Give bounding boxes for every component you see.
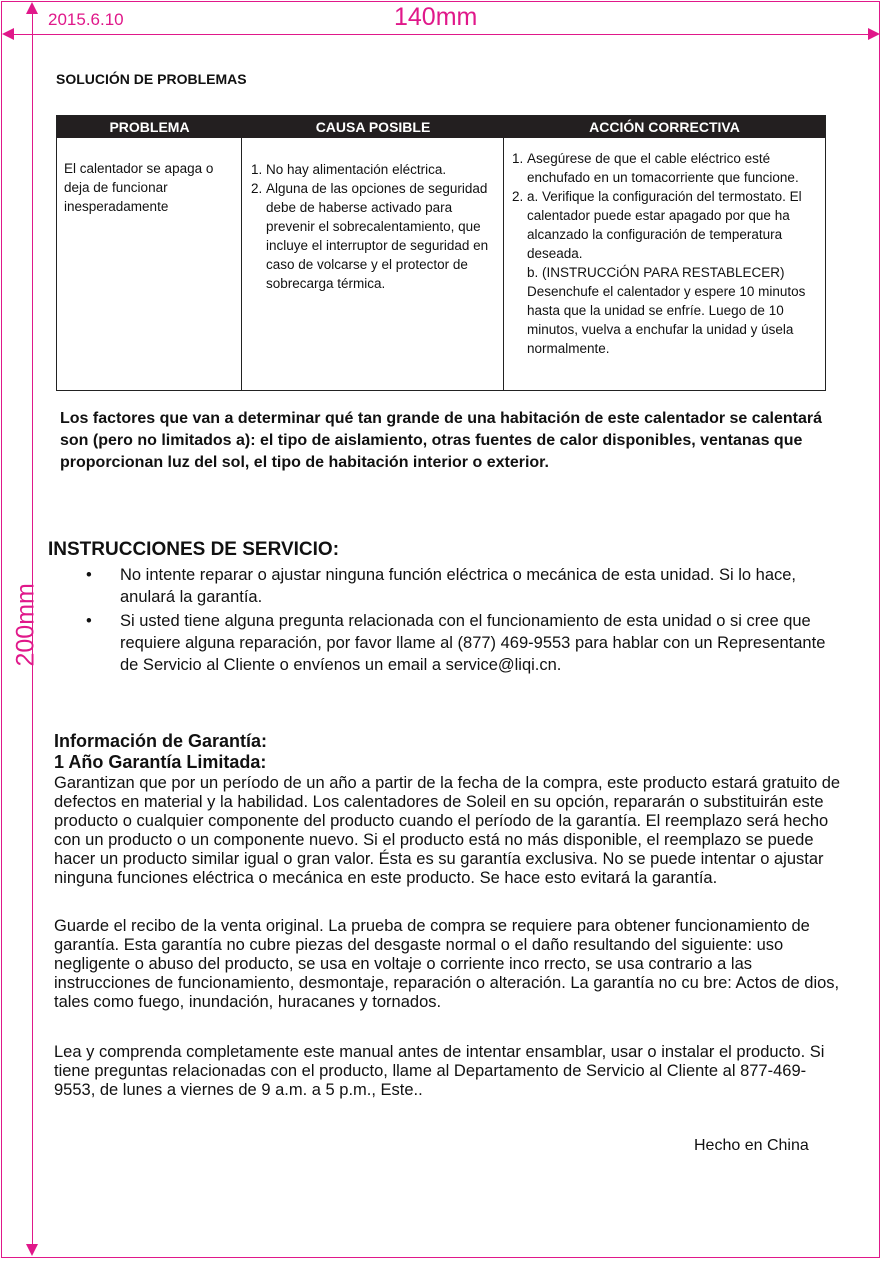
arrow-right-icon — [868, 28, 880, 40]
warranty-subtitle: 1 Año Garantía Limitada: — [54, 752, 267, 772]
width-label: 140mm — [394, 3, 478, 31]
service-list — [86, 564, 846, 678]
cause-item: 2. Alguna de las opciones de seguridad debe de haberse activado para prevenir el sobrecalentamiento, que incluye el interruptor de seguridad en caso de volcarse y el protector de sobrecarga térmica. — [266, 179, 497, 293]
print-date: 2015.6.10 — [48, 10, 124, 29]
arrow-left-icon — [2, 28, 14, 40]
service-title: INSTRUCCIONES DE SERVICIO: — [48, 539, 340, 560]
height-label: 200mm — [11, 583, 40, 667]
warranty-title: Información de Garantía: — [54, 731, 268, 751]
problem-cell: El calentador se apaga o deja de funcionar inesperadamente — [57, 138, 242, 390]
action-cell — [504, 138, 825, 390]
warranty-paragraph: Guarde el recibo de la venta original. La prueba de compra se requiere para obtener funcionamiento de garantía. Esta garantía no cubre piezas del desgaste normal o el daño resultando del siguiente: uso negligente o abuso del producto, se usa en voltaje o corriente inco rrecto, se usa contrario a las instrucciones de funcionamiento, desmontaje, reparación o alteración. La garantía no cu bre: Actos de dios, tales como fuego, inundación, huracanes y tornados. — [54, 917, 840, 1011]
width-dimension-line — [8, 34, 874, 35]
action-item: 1. Asegúrese de que el cable eléctrico esté enchufado en un tomacorriente que funcione. — [527, 149, 821, 187]
header-action: ACCIÓN CORRECTIVA — [589, 119, 740, 135]
made-in-label: Hecho en China — [694, 1137, 809, 1154]
table-row — [57, 138, 825, 390]
cause-cell — [242, 138, 504, 390]
troubleshooting-title: SOLUCIÓN DE PROBLEMAS — [56, 71, 247, 87]
cause-item: 1. No hay alimentación eléctrica. — [266, 160, 497, 179]
arrow-down-icon — [26, 1244, 38, 1256]
warranty-heading — [54, 731, 267, 773]
warranty-paragraph: Lea y comprenda completamente este manual antes de intentar ensamblar, usar o instalar el producto. Si tiene preguntas relacionadas con el producto, llame al Departamento de Servicio al Cliente al 877-469-9553, de lunes a viernes de 9 a.m. a 5 p.m., Este.. — [54, 1043, 825, 1099]
action-item: 2. a. Verifique la configuración del termostato. El calentador puede estar apagado por que ha alcanzado la configuración de temperatura deseada. — [527, 187, 821, 263]
factors-note: Los factores que van a determinar qué tan grande de una habitación de este calentador se calentará son (pero no limitados a): el tipo de aislamiento, otras fuentes de calor disponibles, ventanas que proporcionan luz del sol, el tipo de habitación interior o exterior. — [60, 410, 823, 471]
troubleshooting-table — [56, 115, 826, 391]
action-reset: b. (INSTRUCCiÓN PARA RESTABLECER) Desenchufe el calentador y espere 10 minutos hasta que la unidad se enfríe. Luego de 10 minutos, vuelva a enchufar la unidad y úsela normalmente. — [527, 265, 806, 356]
header-problem: PROBLEMA — [109, 119, 190, 135]
arrow-up-icon — [26, 2, 38, 14]
table-header — [57, 116, 825, 138]
service-item: • No intente reparar o ajustar ninguna función eléctrica o mecánica de esta unidad. Si lo hace, anulará la garantía. — [86, 564, 846, 608]
warranty-paragraph: Garantizan que por un período de un año a partir de la fecha de la compra, este producto estará gratuito de defectos en material y la habilidad. Los calentadores de Soleil en su opción, repararán o substituirán este producto o cualquier componente del producto cuando el período de la garantía. El reemplazo será hecho con un producto o un componente nuevo. Si el producto está no más disponible, el reemplazo se puede hacer un producto similar igual o gran valor. Ésta es su garantía exclusiva. No se puede intentar o ajustar ninguna funciones eléctrica o mecánica en este producto. Se hace esto evitará la garantía. — [54, 774, 841, 887]
service-item: • Si usted tiene alguna pregunta relacionada con el funcionamiento de esta unidad o si cree que requiere alguna reparación, por favor llame al (877) 469-9553 para hablar con un Representante de Servicio al Cliente o envíenos un email a service@liqi.cn. — [86, 610, 846, 676]
header-cause: CAUSA POSIBLE — [315, 119, 431, 135]
